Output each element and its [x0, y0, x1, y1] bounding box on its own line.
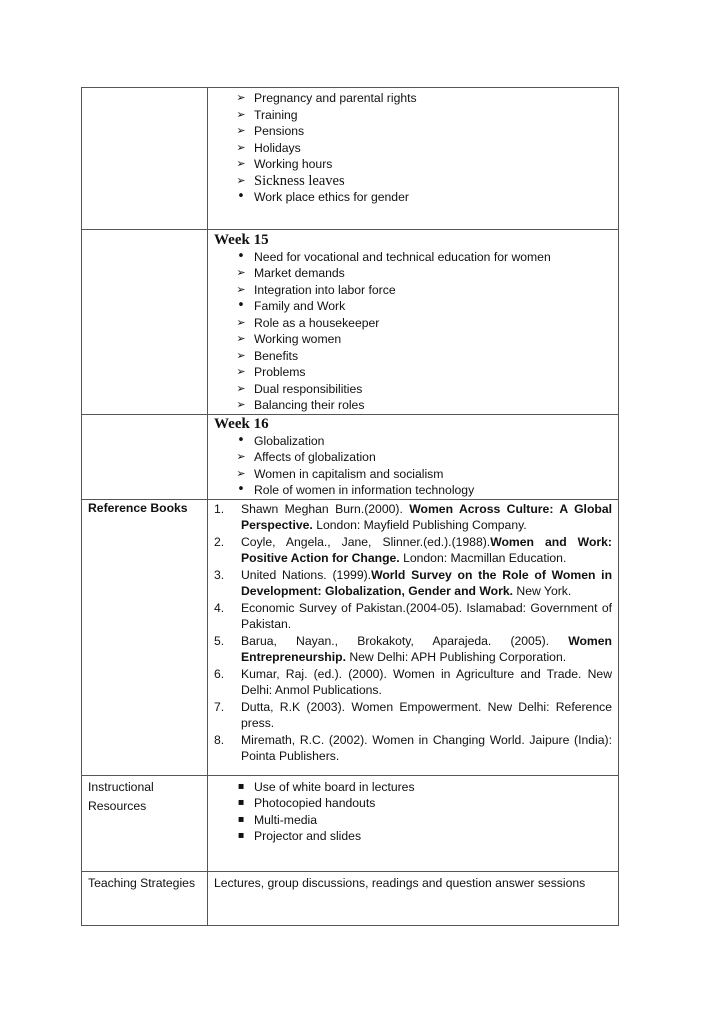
reference-text: Kumar, Raj. (ed.). (2000). Women in Agriculture and Trade. New Delhi: Anmol Publications.	[241, 666, 612, 697]
list-item-text: Globalization	[254, 433, 325, 448]
row-label-empty	[82, 88, 208, 230]
list-item	[233, 779, 618, 796]
reference-title: Women Across Culture: A Global Perspective.	[241, 501, 612, 532]
list-item-text: Women in capitalism and socialism	[254, 466, 444, 481]
list-item	[233, 315, 618, 332]
row-label-empty	[82, 414, 208, 499]
list-item	[233, 156, 618, 173]
square-bullet-icon: ▪	[237, 797, 245, 808]
list-item-text: Need for vocational and technical education for women	[254, 249, 551, 264]
list-item	[233, 140, 618, 157]
syllabus-table	[81, 87, 619, 926]
reference-text: Shawn Meghan Burn.(2000).	[241, 501, 410, 516]
list-item	[233, 397, 618, 414]
dot-bullet-icon: •	[237, 248, 245, 264]
dot-bullet-icon: •	[237, 432, 245, 448]
square-bullet-icon: ▪	[237, 813, 245, 825]
reference-number: 6.	[214, 666, 225, 681]
list-item-text: Projector and slides	[254, 829, 362, 843]
list-item-text: Market demands	[254, 266, 345, 280]
reference-text: United Nations. (1999).	[241, 567, 372, 582]
topics-cell	[208, 88, 619, 230]
reference-title: Women and Work: Positive Action for Change.	[241, 534, 612, 565]
arrow-bullet-icon: ➢	[236, 381, 246, 395]
list-item-text: Benefits	[254, 348, 299, 363]
week-15-list	[208, 249, 618, 414]
square-bullet-icon: ▪	[237, 780, 245, 792]
reference-text: London: Macmillan Education.	[399, 551, 567, 565]
reference-text: New York.	[513, 584, 572, 598]
list-item	[233, 331, 618, 348]
reference-text: New Delhi: APH Publishing Corporation.	[345, 650, 567, 664]
dot-bullet-icon: •	[237, 189, 245, 204]
list-item-text: Dual responsibilities	[254, 381, 363, 396]
list-item-text: Sickness leaves	[254, 172, 345, 189]
week-15-title: Week 15	[214, 231, 269, 248]
arrow-bullet-icon: ➢	[236, 348, 246, 362]
reference-item	[214, 501, 612, 534]
week-16-cell	[208, 414, 619, 499]
arrow-bullet-icon: ➢	[236, 266, 246, 279]
reference-text: Coyle, Angela., Jane, Slinner.(ed.).(1988).	[241, 534, 491, 549]
reference-item	[214, 633, 612, 666]
arrow-bullet-icon: ➢	[236, 450, 246, 463]
list-item-text: Holidays	[254, 140, 301, 155]
arrow-bullet-icon: ➢	[236, 140, 246, 154]
list-item-text: Photocopied handouts	[254, 796, 376, 810]
list-item-text: Training	[254, 107, 298, 122]
list-item	[233, 298, 618, 315]
list-item-text: Pregnancy and parental rights	[254, 91, 417, 105]
instructional-resources-label	[82, 775, 208, 871]
list-item	[233, 364, 618, 381]
list-item	[233, 449, 618, 466]
list-item	[233, 348, 618, 365]
list-item-text: Integration into labor force	[254, 282, 396, 297]
row-reference-books	[82, 499, 619, 775]
list-item-text: Working women	[254, 332, 342, 346]
arrow-bullet-icon: ➢	[236, 398, 246, 411]
list-item-text: Balancing their roles	[254, 398, 365, 412]
reference-text: Barua, Nayan., Brokakoty, Aparajeda. (2005).	[241, 633, 569, 648]
list-item	[233, 795, 618, 812]
reference-number: 1.	[214, 501, 225, 516]
list-item-text: Multi-media	[254, 812, 317, 827]
list-item-text: Family and Work	[254, 299, 346, 313]
reference-text: Economic Survey of Pakistan.(2004-05). Islamabad: Government of Pakistan.	[241, 600, 612, 631]
list-item	[233, 265, 618, 282]
arrow-bullet-icon: ➢	[236, 466, 246, 480]
arrow-bullet-icon: ➢	[236, 107, 246, 121]
list-item-text: Affects of globalization	[254, 450, 376, 464]
list-item	[233, 173, 618, 190]
row-topics-continued	[82, 88, 619, 230]
teaching-strategies-label: Teaching Strategies	[82, 871, 208, 925]
reference-text: Dutta, R.K (2003). Women Empowerment. New Delhi: Reference press.	[241, 699, 612, 730]
row-instructional-resources	[82, 775, 619, 871]
row-label-empty	[82, 229, 208, 414]
reference-number: 4.	[214, 600, 225, 615]
reference-books-cell	[208, 499, 619, 775]
reference-number: 3.	[214, 567, 225, 582]
list-item	[233, 123, 618, 140]
list-item	[233, 282, 618, 299]
reference-number: 2.	[214, 534, 225, 549]
arrow-bullet-icon: ➢	[236, 315, 246, 329]
list-item	[233, 189, 618, 206]
list-item	[233, 90, 618, 107]
arrow-bullet-icon: ➢	[236, 365, 246, 378]
square-bullet-icon: ▪	[237, 830, 245, 841]
list-item	[233, 812, 618, 829]
reference-text: Miremath, R.C. (2002). Women in Changing World. Jaipure (India): Pointa Publishers.	[241, 732, 612, 763]
row-week-16	[82, 414, 619, 499]
row-week-15	[82, 229, 619, 414]
reference-number: 5.	[214, 633, 225, 648]
topic-list	[208, 90, 618, 206]
reference-item	[214, 666, 612, 699]
week-16-title: Week 16	[214, 415, 269, 432]
reference-item	[214, 600, 612, 633]
reference-list	[208, 501, 618, 765]
list-item-text: Use of white board in lectures	[254, 779, 415, 794]
reference-books-label: Reference Books	[82, 499, 208, 775]
resources-list	[208, 779, 618, 845]
reference-number: 8.	[214, 732, 225, 747]
syllabus-page	[81, 87, 612, 926]
label-line-1: Instructional	[88, 779, 154, 794]
list-item-text: Working hours	[254, 157, 333, 171]
dot-bullet-icon: •	[237, 482, 245, 497]
arrow-bullet-icon: ➢	[236, 91, 246, 104]
dot-bullet-icon: •	[237, 298, 245, 313]
reference-item	[214, 534, 612, 567]
arrow-bullet-icon: ➢	[236, 282, 246, 296]
week-16-list	[208, 433, 618, 499]
list-item	[233, 381, 618, 398]
list-item-text: Role of women in information technology	[254, 483, 475, 497]
arrow-bullet-icon: ➢	[236, 124, 246, 137]
arrow-bullet-icon: ➢	[236, 173, 246, 187]
reference-number: 7.	[214, 699, 225, 714]
list-item-text: Pensions	[254, 124, 305, 138]
resources-cell	[208, 775, 619, 871]
reference-item	[214, 732, 612, 765]
reference-item	[214, 699, 612, 732]
reference-title: Women Entrepreneurship.	[241, 633, 612, 664]
reference-title: World Survey on the Role of Women in Development: Globalization, Gender and Work.	[241, 567, 613, 598]
week-15-cell	[208, 229, 619, 414]
list-item-text: Work place ethics for gender	[254, 190, 409, 204]
reference-text: London: Mayfield Publishing Company.	[312, 518, 527, 532]
list-item	[233, 482, 618, 499]
arrow-bullet-icon: ➢	[236, 157, 246, 170]
list-item-text: Problems	[254, 365, 306, 379]
label-line-2: Resources	[88, 799, 147, 813]
row-teaching-strategies	[82, 871, 619, 925]
list-item-text: Role as a housekeeper	[254, 315, 380, 330]
list-item	[233, 433, 618, 450]
arrow-bullet-icon: ➢	[236, 332, 246, 345]
reference-item	[214, 567, 612, 600]
list-item	[233, 107, 618, 124]
teaching-strategies-text: Lectures, group discussions, readings and question answer sessions	[208, 871, 619, 925]
list-item	[233, 466, 618, 483]
list-item	[233, 249, 618, 266]
list-item	[233, 828, 618, 845]
